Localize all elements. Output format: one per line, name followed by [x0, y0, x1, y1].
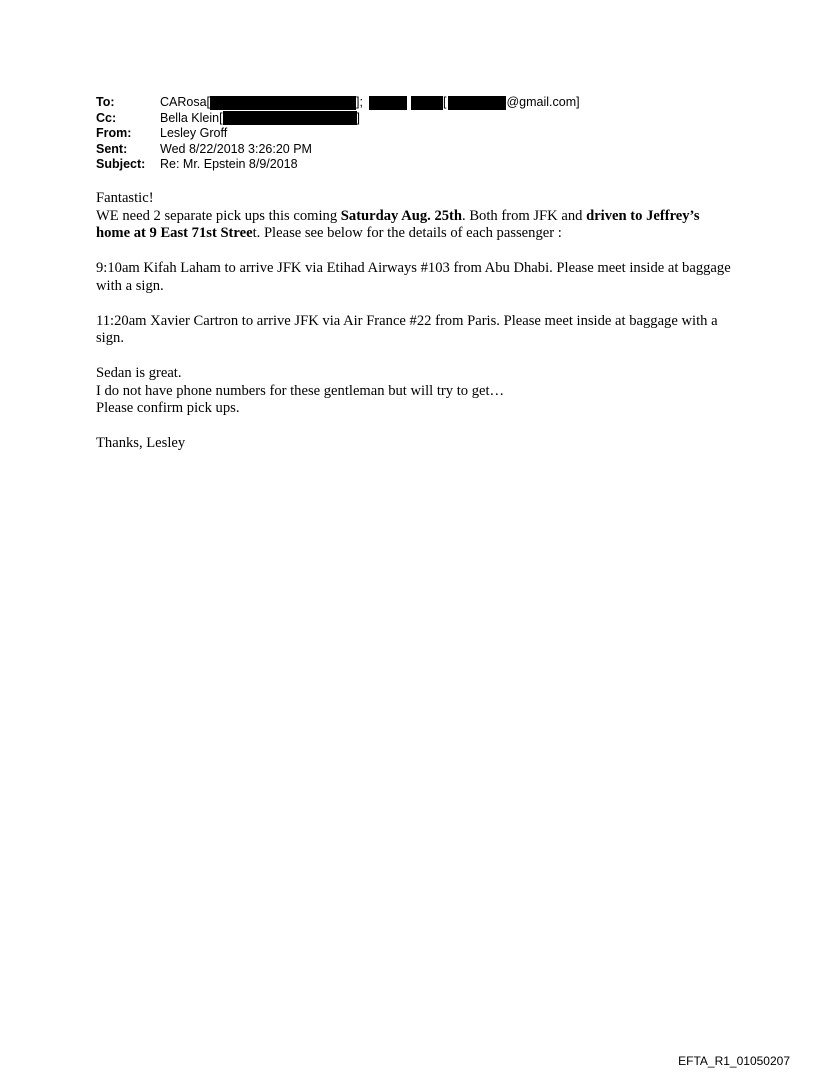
to-name: CARosa[: [160, 95, 211, 109]
cc-close: ]: [356, 110, 361, 125]
to-bracket: [: [442, 95, 447, 109]
greeting: Fantastic!: [96, 190, 154, 206]
body-line-sedan: Sedan is great.: [96, 365, 182, 381]
spacer: [96, 295, 736, 313]
sent-row: [96, 142, 580, 158]
subject-label: Subject:: [96, 157, 146, 171]
to-row: [96, 95, 580, 111]
redaction-bar: [369, 96, 407, 110]
text-run: WE need 2 separate pick ups this coming: [96, 207, 341, 224]
from-value: Lesley Groff: [160, 126, 228, 140]
cc-row: [96, 111, 580, 127]
document-id: EFTA_R1_01050207: [678, 1054, 790, 1068]
body-paragraph-pickups: [96, 208, 736, 243]
cc-name: Bella Klein[: [160, 110, 223, 125]
subject-value: Re: Mr. Epstein 8/9/2018: [160, 157, 298, 171]
spacer: [96, 243, 736, 261]
to-separator: ];: [356, 95, 363, 109]
sent-label: Sent:: [96, 141, 128, 156]
body-paragraph-passenger-2: 11:20am Xavier Cartron to arrive JFK via Air France #22 from Paris. Please meet inside at baggage with a sign.: [96, 312, 718, 346]
email-body: [96, 190, 736, 453]
to-email-suffix: @gmail.com]: [506, 95, 580, 109]
signoff: Thanks, Lesley: [96, 435, 186, 451]
text-run: . Both from JFK and: [462, 207, 587, 224]
bold-date: Saturday Aug. 25th: [340, 207, 463, 224]
redaction-bar: [223, 111, 357, 125]
to-label: To:: [96, 95, 115, 109]
from-row: [96, 126, 580, 142]
body-line-phone: I do not have phone numbers for these gentleman but will try to get…: [96, 382, 505, 399]
body-line-confirm: Please confirm pick ups.: [96, 400, 240, 416]
redaction-bar: [210, 96, 356, 110]
text-run: t. Please see below for the details of each passenger :: [252, 225, 562, 241]
bold-destination: driven to Jeffrey’s home at 9 East 71st Stree: [96, 207, 700, 241]
subject-row: [96, 157, 580, 173]
from-label: From:: [96, 126, 132, 140]
body-paragraph-passenger-1: 9:10am Kifah Laham to arrive JFK via Etihad Airways #103 from Abu Dhabi. Please meet inside at baggage with a sign.: [96, 260, 731, 294]
spacer: [96, 418, 736, 436]
sent-value: Wed 8/22/2018 3:26:20 PM: [160, 141, 312, 156]
cc-label: Cc:: [96, 110, 117, 125]
redaction-bar: [448, 96, 506, 110]
spacer: [96, 348, 736, 366]
email-header: [96, 95, 580, 173]
redaction-bar: [411, 96, 443, 110]
